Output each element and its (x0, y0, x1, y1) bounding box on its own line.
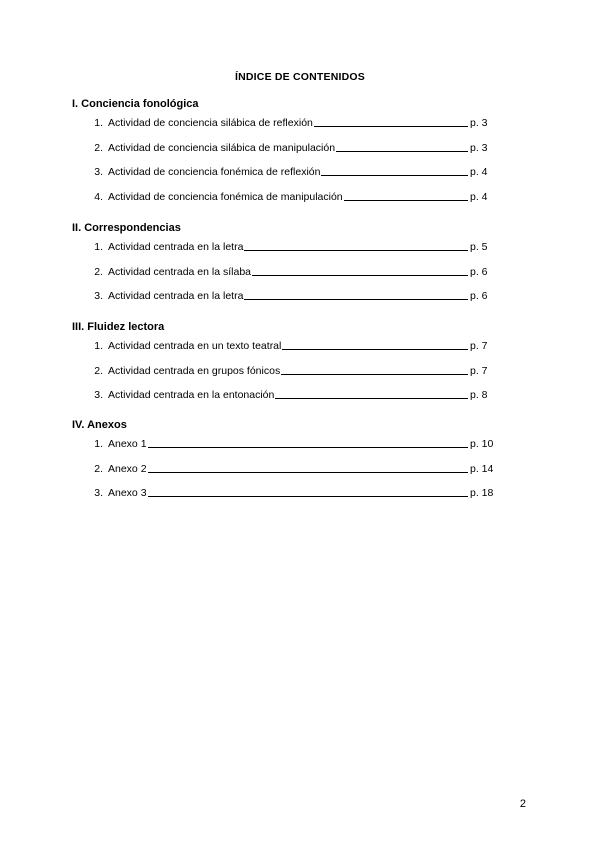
toc-entry[interactable] (72, 164, 532, 189)
entry-label: Anexo 1 (108, 438, 147, 450)
leader-line (282, 349, 468, 350)
toc-entry[interactable] (72, 461, 532, 486)
entry-page: p. 3 (470, 141, 488, 154)
entry-label: Actividad centrada en la letra (108, 241, 244, 253)
entry-label: Actividad centrada en la entonación (108, 389, 275, 402)
entry-number: 3. (94, 389, 103, 402)
toc-entry[interactable] (72, 485, 532, 510)
page-title: ÍNDICE DE CONTENIDOS (234, 71, 365, 83)
toc-section (72, 320, 532, 412)
entry-number: 4. (94, 191, 103, 204)
leader-line (336, 151, 468, 152)
leader-line (148, 496, 468, 497)
entry-page: p. 10 (470, 438, 494, 450)
toc-entry[interactable] (72, 338, 532, 363)
entry-label: Actividad centrada en la sílaba (108, 265, 252, 278)
toc-entry[interactable] (72, 288, 532, 313)
entry-label: Actividad centrada en grupos fónicos (108, 364, 281, 377)
entry-number: 1. (94, 438, 103, 450)
leader-line (148, 472, 468, 473)
entry-page: p. 14 (470, 462, 494, 475)
entry-page: p. 18 (470, 487, 494, 500)
entry-label: Actividad centrada en un texto teatral (108, 340, 282, 352)
section-heading: IV. Anexos (72, 419, 127, 431)
leader-line (244, 299, 468, 300)
entry-label: Actividad de conciencia silábica de manipulación (108, 141, 336, 154)
leader-line (281, 374, 468, 375)
entry-label: Actividad de conciencia fonémica de reflexión (108, 166, 321, 179)
entry-page: p. 6 (470, 265, 488, 278)
leader-line (275, 398, 468, 399)
toc-section (72, 418, 532, 510)
leader-line (321, 175, 468, 176)
entry-number: 3. (94, 290, 103, 303)
leader-line (244, 250, 468, 251)
entry-number: 1. (94, 117, 103, 129)
entry-label: Actividad centrada en la letra (108, 290, 244, 303)
section-heading: III. Fluidez lectora (72, 321, 165, 333)
toc-entry[interactable] (72, 264, 532, 289)
entry-page: p. 8 (470, 389, 488, 402)
entry-page: p. 5 (470, 241, 488, 253)
entry-number: 1. (94, 241, 103, 253)
toc-entry[interactable] (72, 436, 532, 461)
entry-number: 1. (94, 340, 103, 352)
entry-page: p. 3 (470, 117, 488, 129)
leader-line (344, 200, 468, 201)
leader-line (148, 447, 468, 448)
entry-number: 2. (94, 141, 103, 154)
entry-number: 2. (94, 364, 103, 377)
entry-label: Anexo 2 (108, 462, 147, 475)
entry-page: p. 7 (470, 340, 488, 352)
toc-entry[interactable] (72, 140, 532, 165)
entry-page: p. 7 (470, 364, 488, 377)
toc-entry[interactable] (72, 189, 532, 214)
entry-label: Anexo 3 (108, 487, 147, 500)
entry-page: p. 6 (470, 290, 488, 303)
entry-page: p. 4 (470, 191, 488, 204)
toc-entry[interactable] (72, 363, 532, 388)
toc-entry[interactable] (72, 387, 532, 412)
leader-line (252, 275, 468, 276)
entry-number: 3. (94, 166, 103, 179)
toc-entry[interactable] (72, 239, 532, 264)
entry-page: p. 4 (470, 166, 488, 179)
entry-number: 3. (94, 487, 103, 500)
entry-number: 2. (94, 265, 103, 278)
toc-section (72, 221, 532, 313)
page-number: 2 (519, 798, 526, 810)
leader-line (314, 126, 468, 127)
section-heading: II. Correspondencias (72, 222, 181, 234)
section-heading: I. Conciencia fonológica (72, 98, 199, 110)
entry-number: 2. (94, 462, 103, 475)
entry-label: Actividad de conciencia silábica de reflexión (108, 117, 313, 129)
toc-entry[interactable] (72, 115, 532, 140)
toc-section (72, 97, 532, 214)
entry-label: Actividad de conciencia fonémica de manipulación (108, 191, 343, 204)
